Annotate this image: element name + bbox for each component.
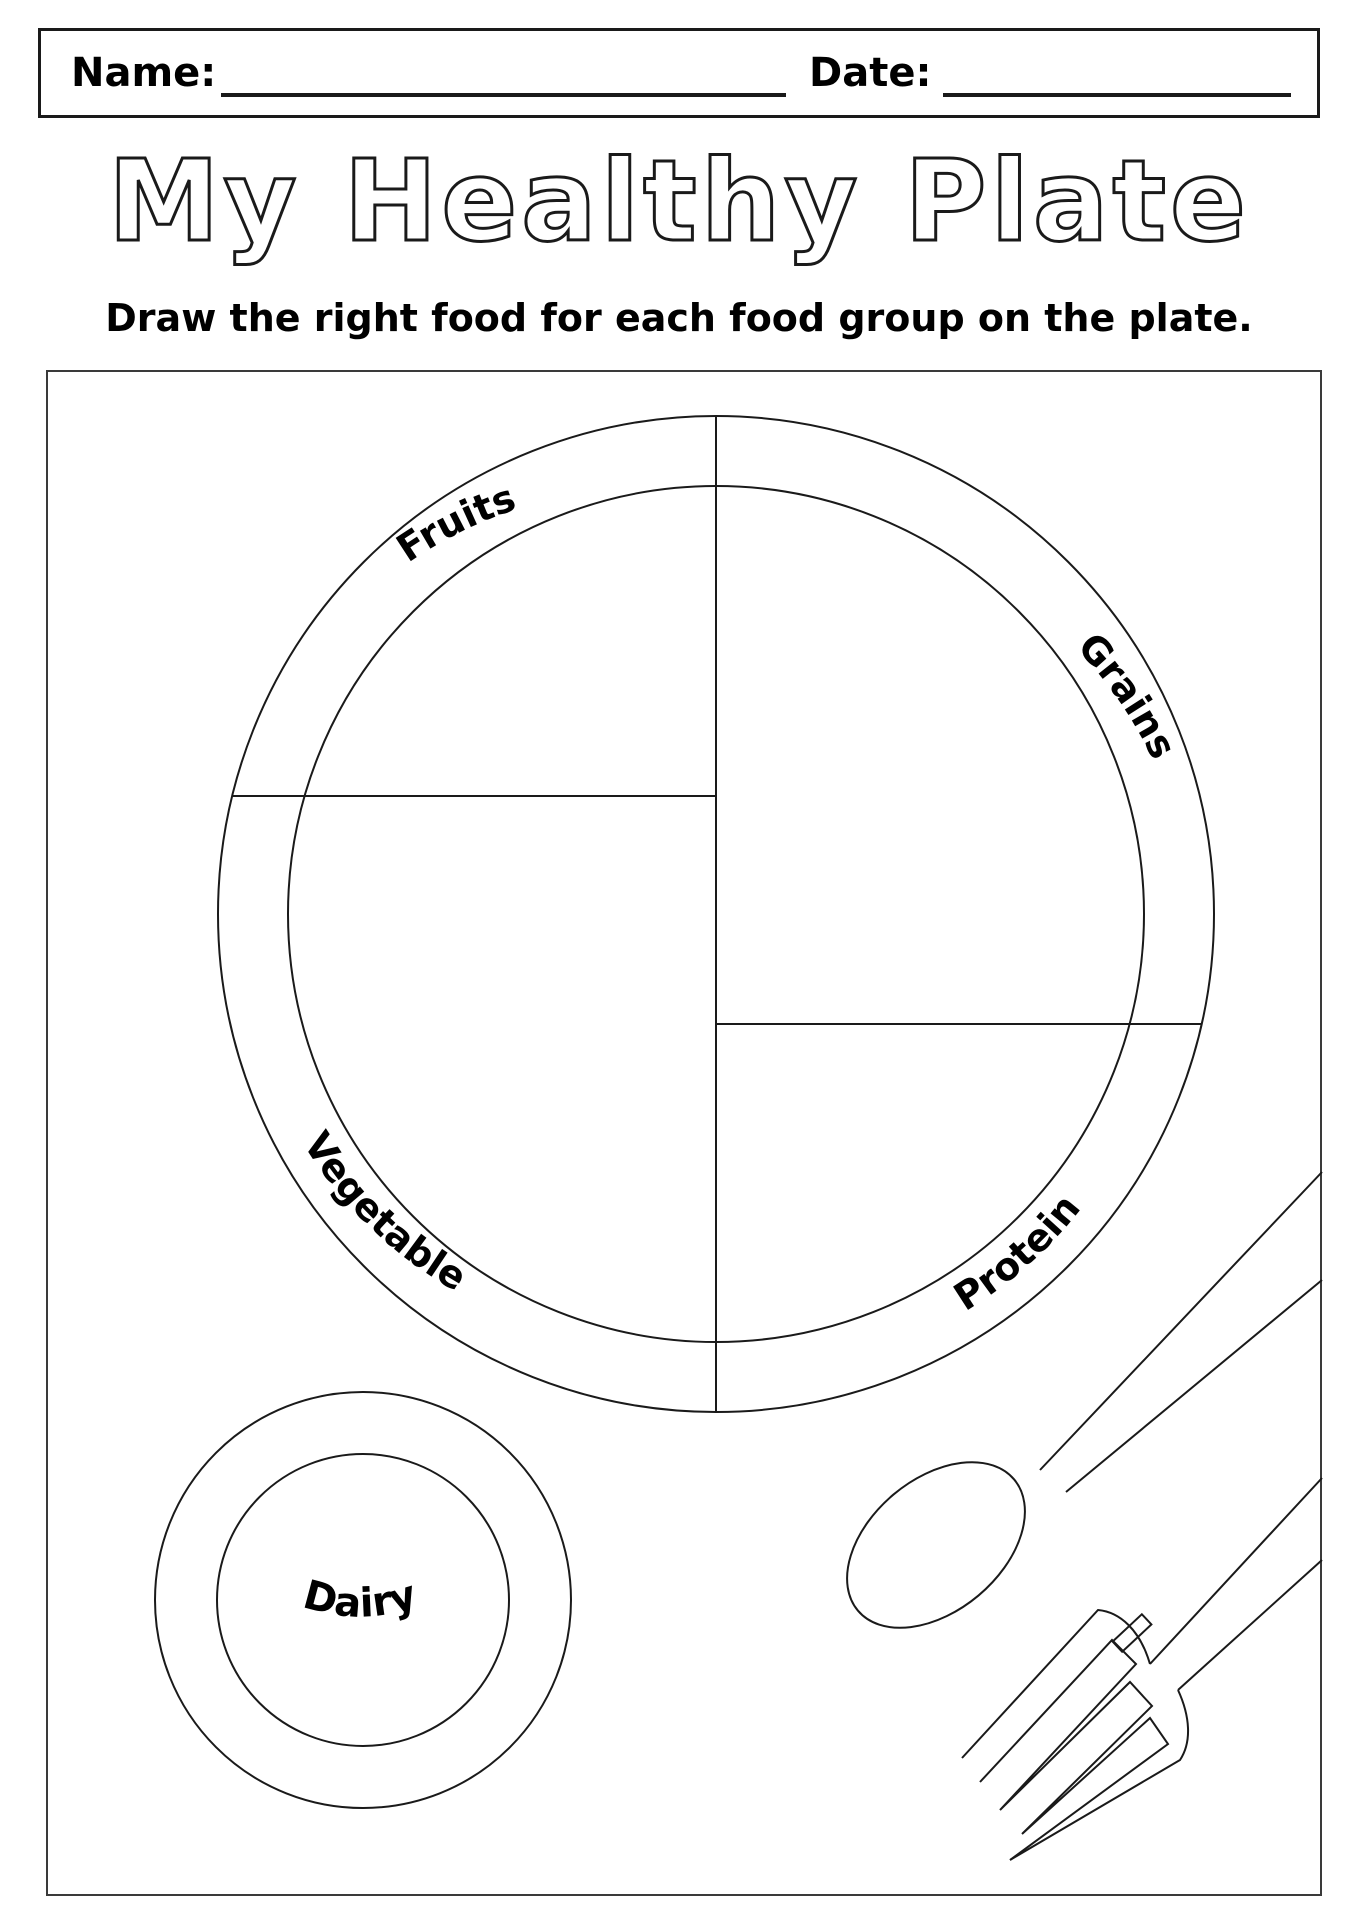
- date-label: Date:: [809, 50, 932, 96]
- section-label-grains: Grains: [1069, 624, 1186, 766]
- instructions: Draw the right food for each food group on the plate.: [105, 296, 1253, 340]
- section-label-fruits: Fruits: [388, 475, 521, 571]
- section-label-dairy: Dairy: [298, 1571, 422, 1628]
- fork-icon: [962, 1478, 1322, 1860]
- spoon-icon: [815, 1172, 1322, 1661]
- name-label: Name:: [71, 50, 217, 96]
- page-title-text: My Healthy Plate: [108, 140, 1250, 267]
- section-label-vegetable: Vegetable: [294, 1124, 475, 1300]
- main-plate: [210, 410, 1220, 1420]
- section-label-protein: Protein: [946, 1185, 1089, 1320]
